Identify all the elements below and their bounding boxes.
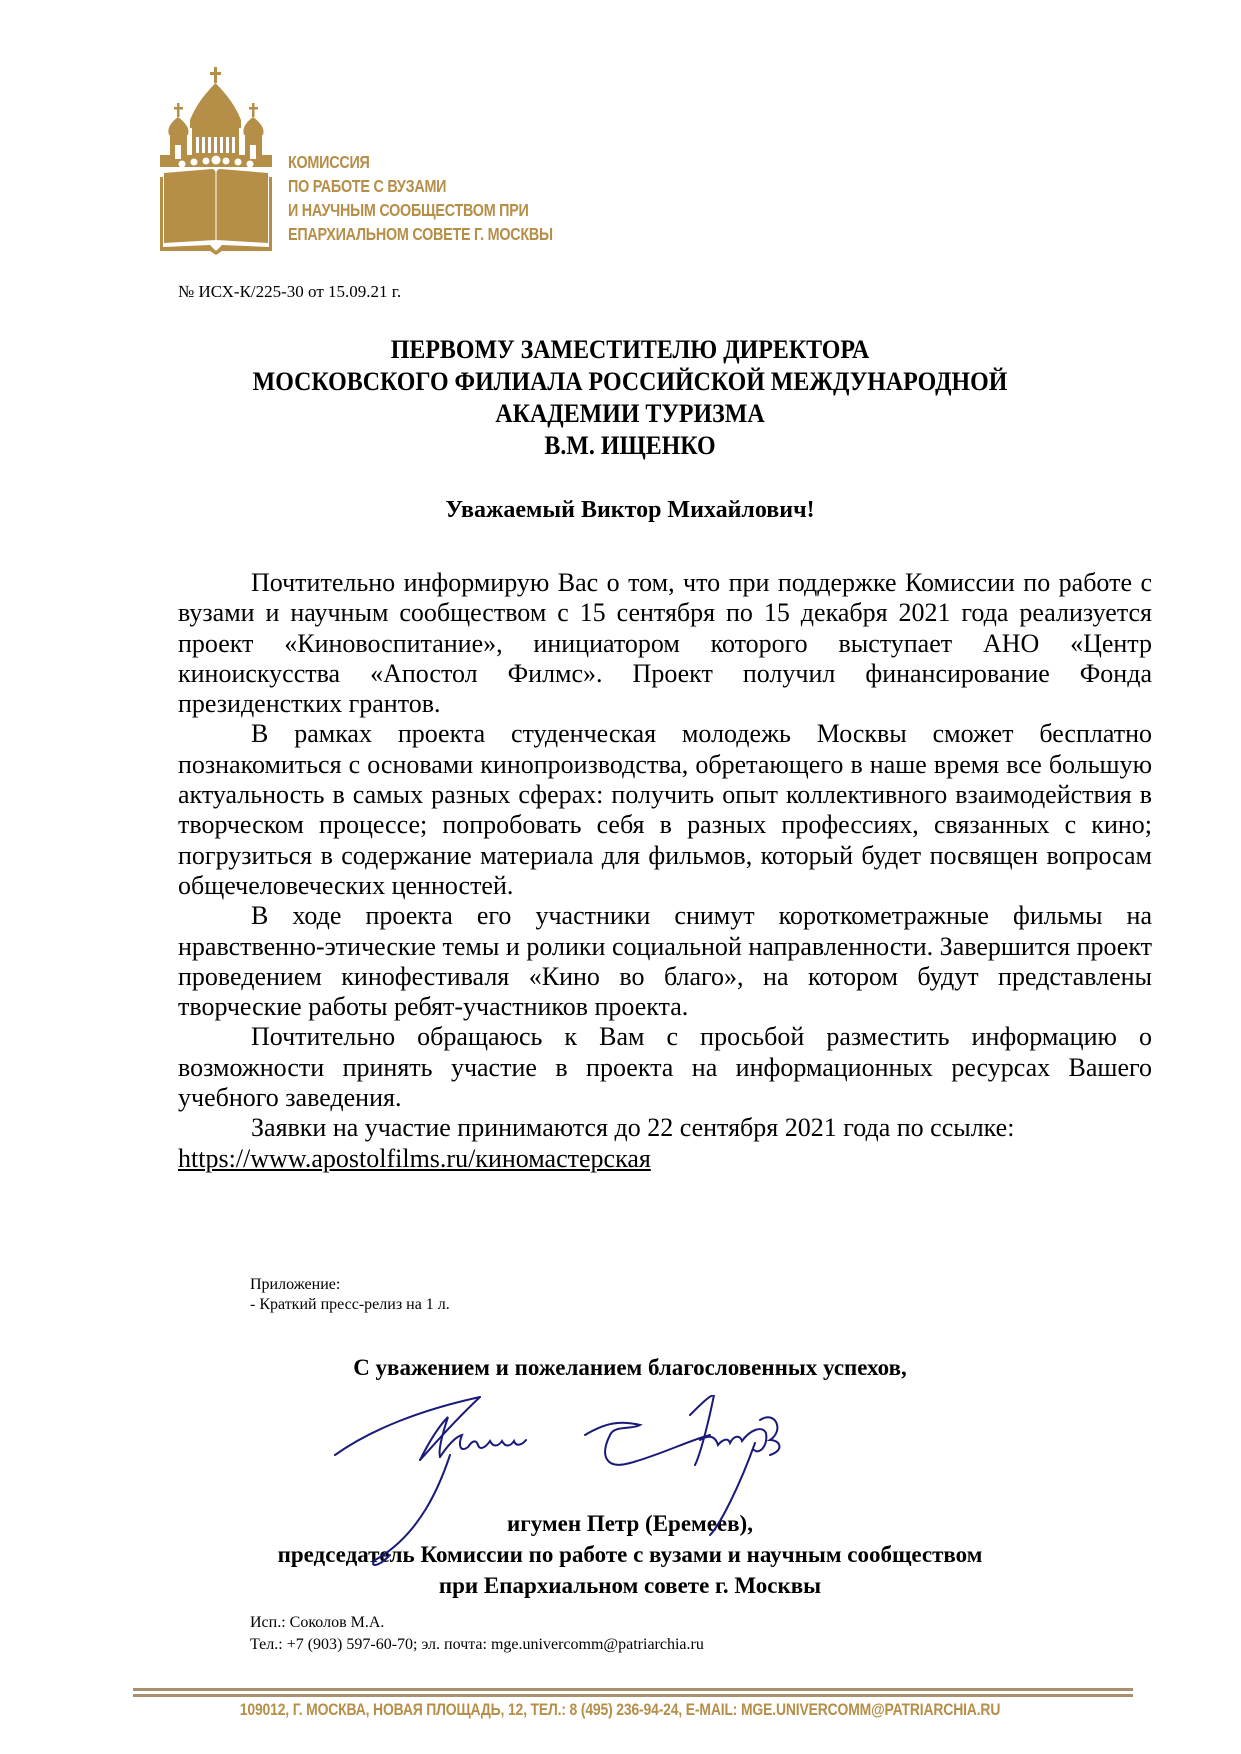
signer-name: игумен Петр (Еремеев),: [507, 1511, 753, 1536]
closing-phrase: С уважением и пожеланием благословенных успехов,: [353, 1355, 907, 1380]
salutation: Уважаемый Виктор Михайлович!: [445, 497, 815, 523]
attachment-label: Приложение:: [250, 1276, 341, 1293]
body-paragraph: Почтительно обращаюсь к Вам с просьбой разместить информацию о возможности принять участие в проекта на информационных ресурсах Вашего учебного заведения.: [178, 1022, 1152, 1113]
executor-block: [250, 1612, 704, 1656]
body-paragraph: Почтительно информирую Вас о том, что при поддержке Комиссии по работе с вузами и научным сообществом с 15 сентября по 15 декабря 2021 года реализуется проект «Киновоспитание», инициатором которого выступает АНО «Центр киноискусства «Апостол Филмс». Проект получил финансирование Фонда президенстких грантов.: [178, 568, 1152, 719]
signer-title: председатель Комиссии по работе с вузами и научным сообществом: [277, 1542, 983, 1567]
executor-name: Исп.: Соколов М.А.: [250, 1614, 385, 1631]
attachment-block: [250, 1275, 450, 1315]
addressee-line: ПЕРВОМУ ЗАМЕСТИТЕЛЮ ДИРЕКТОРА: [390, 335, 870, 364]
cathedral-book-icon: [160, 65, 272, 255]
handwritten-signature: [330, 1395, 930, 1575]
letterhead-logo: [160, 65, 553, 255]
body-paragraph: Заявки на участие принимаются до 22 сентября 2021 года по ссылке:: [251, 1113, 1015, 1143]
signer-title: при Епархиальном совете г. Москвы: [438, 1573, 822, 1598]
organization-name-line: И НАУЧНЫМ СООБЩЕСТВОМ ПРИ: [288, 200, 529, 220]
registration-link[interactable]: https://www.apostolfilms.ru/киномастерская: [178, 1143, 651, 1173]
addressee-block: [198, 334, 1063, 462]
executor-contacts: Тел.: +7 (903) 597-60-70; эл. почта: mge.univercomm@patriarchia.ru: [250, 1636, 704, 1653]
footer-address: 109012, Г. МОСКВА, НОВАЯ ПЛОЩАДЬ, 12, ТЕЛ.: 8 (495) 236-94-24, E-MAIL: MGE.UNIVERCOMM@PATRIARCHIA.RU: [239, 1700, 1001, 1719]
organization-name-line: КОМИССИЯ: [288, 152, 370, 172]
letter-body: [178, 568, 1152, 1174]
reference-number: № ИСХ-К/225-30 от 15.09.21 г.: [178, 282, 402, 301]
body-paragraph: В ходе проекта его участники снимут короткометражные фильмы на нравственно-этические темы и ролики социальной направленности. Завершится проект проведением кинофестиваля «Кино во благо», на котором будут представлены творческие работы ребят-участников проекта.: [178, 901, 1152, 1022]
body-paragraph: В рамках проекта студенческая молодежь Москвы сможет бесплатно познакомиться с основами кинопроизводства, обретающего в наше время все большую актуальность в самых разных сферах: получить опыт коллективного взаимодействия в творческом процессе; попробовать себя в разных профессиях, связанных с кино; погрузиться в содержание материала для фильмов, который будет посвящен вопросам общечеловеческих ценностей.: [178, 719, 1152, 900]
organization-name: [288, 150, 553, 246]
addressee-line: АКАДЕМИИ ТУРИЗМА: [495, 399, 765, 428]
addressee-line: МОСКОВСКОГО ФИЛИАЛА РОССИЙСКОЙ МЕЖДУНАРОДНОЙ: [252, 367, 1008, 396]
addressee-line: В.М. ИЩЕНКО: [544, 431, 716, 460]
footer-divider-bottom: [133, 1694, 1133, 1697]
attachment-item: - Краткий пресс-релиз на 1 л.: [250, 1296, 450, 1313]
organization-name-line: ЕПАРХИАЛЬНОМ СОВЕТЕ Г. МОСКВЫ: [288, 224, 553, 244]
footer-divider-top: [133, 1688, 1133, 1691]
organization-name-line: ПО РАБОТЕ С ВУЗАМИ: [288, 176, 447, 196]
